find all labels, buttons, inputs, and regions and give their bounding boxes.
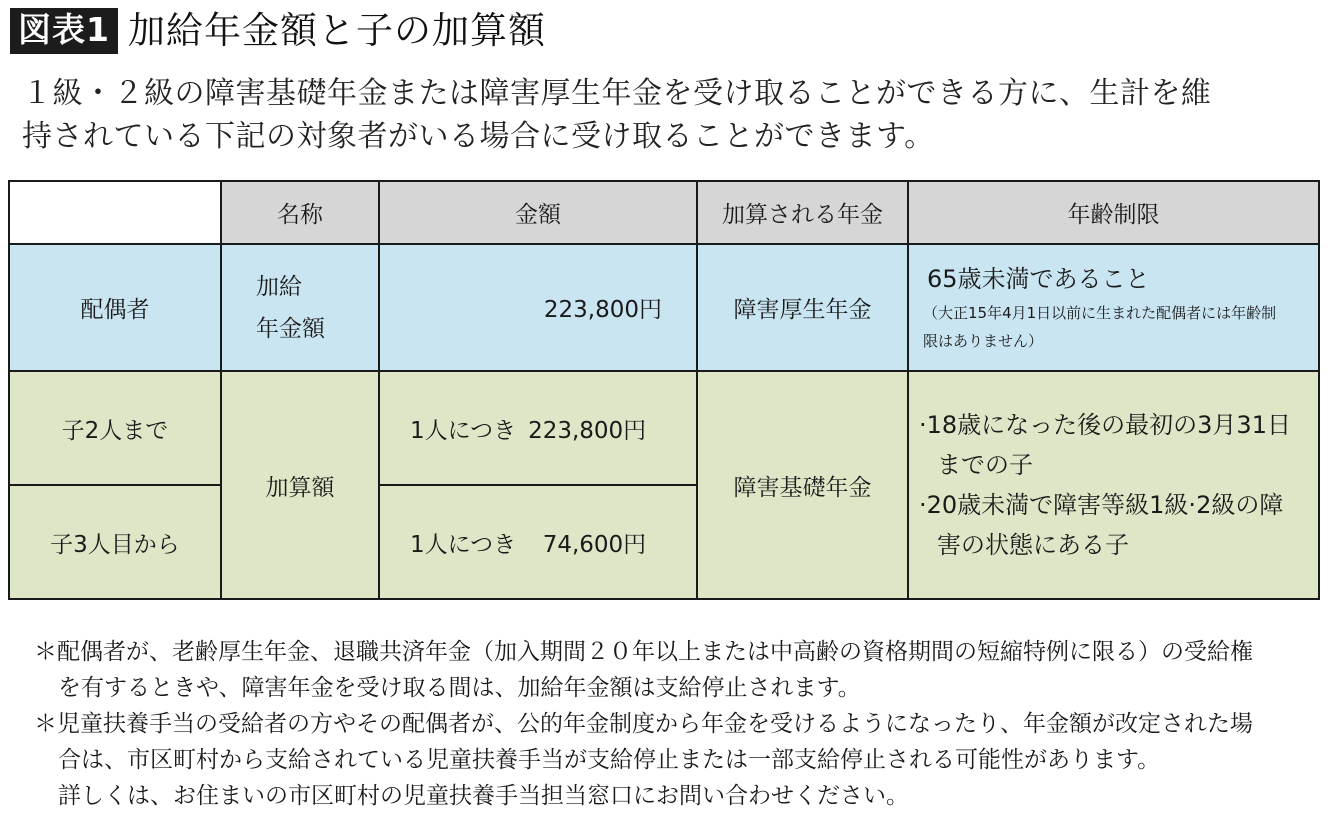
child-age-item-cont: 害の状態にある子 <box>937 531 1129 559</box>
spouse-label: 配偶者 <box>9 244 221 371</box>
header-blank-cell <box>9 181 221 244</box>
child-upto2-amount: 223,800円 <box>528 417 647 444</box>
intro-line: １級・２級の障害基礎年金または障害厚生年金を受け取ることができる方に、生計を維 <box>22 76 1212 111</box>
pension-addition-table <box>8 180 1320 600</box>
child-name: 加算額 <box>221 371 379 599</box>
child-age-item: ·20歳未満で障害等級1級·2級の障 <box>919 491 1284 519</box>
child-upto2-amount-cell <box>379 371 697 485</box>
child-age-item: ·18歳になった後の最初の3月31日 <box>919 411 1291 439</box>
child-from3-amount: 74,600円 <box>542 531 647 558</box>
figure-title: 加給年金額と子の加算額 <box>127 9 546 52</box>
child-from3-amount-cell <box>379 485 697 599</box>
spouse-name-line: 加給 <box>256 273 302 300</box>
spouse-age-note-line: 限はありません） <box>923 331 1044 350</box>
child-pension: 障害基礎年金 <box>697 371 908 599</box>
child-from3-amount-prefix: 1人につき <box>410 531 517 558</box>
spouse-age-limit-cell <box>908 244 1319 371</box>
spouse-name-cell <box>221 244 379 371</box>
spouse-age-limit: 65歳未満であること <box>927 264 1150 293</box>
spouse-amount: 223,800円 <box>379 244 697 371</box>
header-pension: 加算される年金 <box>697 181 908 244</box>
header-amount: 金額 <box>379 181 697 244</box>
spouse-age-note-line: （大正15年4月1日以前に生まれた配偶者には年齢制 <box>923 303 1277 322</box>
figure-header <box>10 6 546 56</box>
spouse-age-note <box>923 299 1318 355</box>
footnote-line: を有するときや、障害年金を受け取る間は、加給年金額は支給停止されます。 <box>58 675 861 701</box>
footnote-line: 合は、市区町村から支給されている児童扶養手当が支給停止または一部支給停止される可能性があります。 <box>58 747 1161 773</box>
spouse-pension: 障害厚生年金 <box>697 244 908 371</box>
footnote-line: ＊配偶者が、老齢厚生年金、退職共済年金（加入期間２０年以上または中高齢の資格期間の短縮特例に限る）の受給権 <box>34 639 1253 665</box>
table-row-child-upto2 <box>9 371 1319 485</box>
intro-line: 持されている下記の対象者がいる場合に受け取ることができます。 <box>22 119 935 154</box>
figure-badge: 図表1 <box>10 8 118 54</box>
child-age-limit-cell <box>908 371 1319 599</box>
table-row-spouse <box>9 244 1319 371</box>
footnote-line: 詳しくは、お住まいの市区町村の児童扶養手当担当窓口にお問い合わせください。 <box>58 783 909 809</box>
spouse-name-line: 年金額 <box>256 315 325 342</box>
header-name: 名称 <box>221 181 379 244</box>
table-header-row <box>9 181 1319 244</box>
footnotes <box>34 634 1330 814</box>
child-upto2-amount-prefix: 1人につき <box>410 417 517 444</box>
child-age-item-cont: までの子 <box>937 451 1033 479</box>
child-from3-label: 子3人目から <box>9 485 221 599</box>
child-upto2-label: 子2人まで <box>9 371 221 485</box>
header-age-limit: 年齢制限 <box>908 181 1319 244</box>
footnote-line: ＊児童扶養手当の受給者の方やその配偶者が、公的年金制度から年金を受けるようになったり、年金額が改定された場 <box>34 711 1253 737</box>
intro-text <box>22 72 1334 158</box>
